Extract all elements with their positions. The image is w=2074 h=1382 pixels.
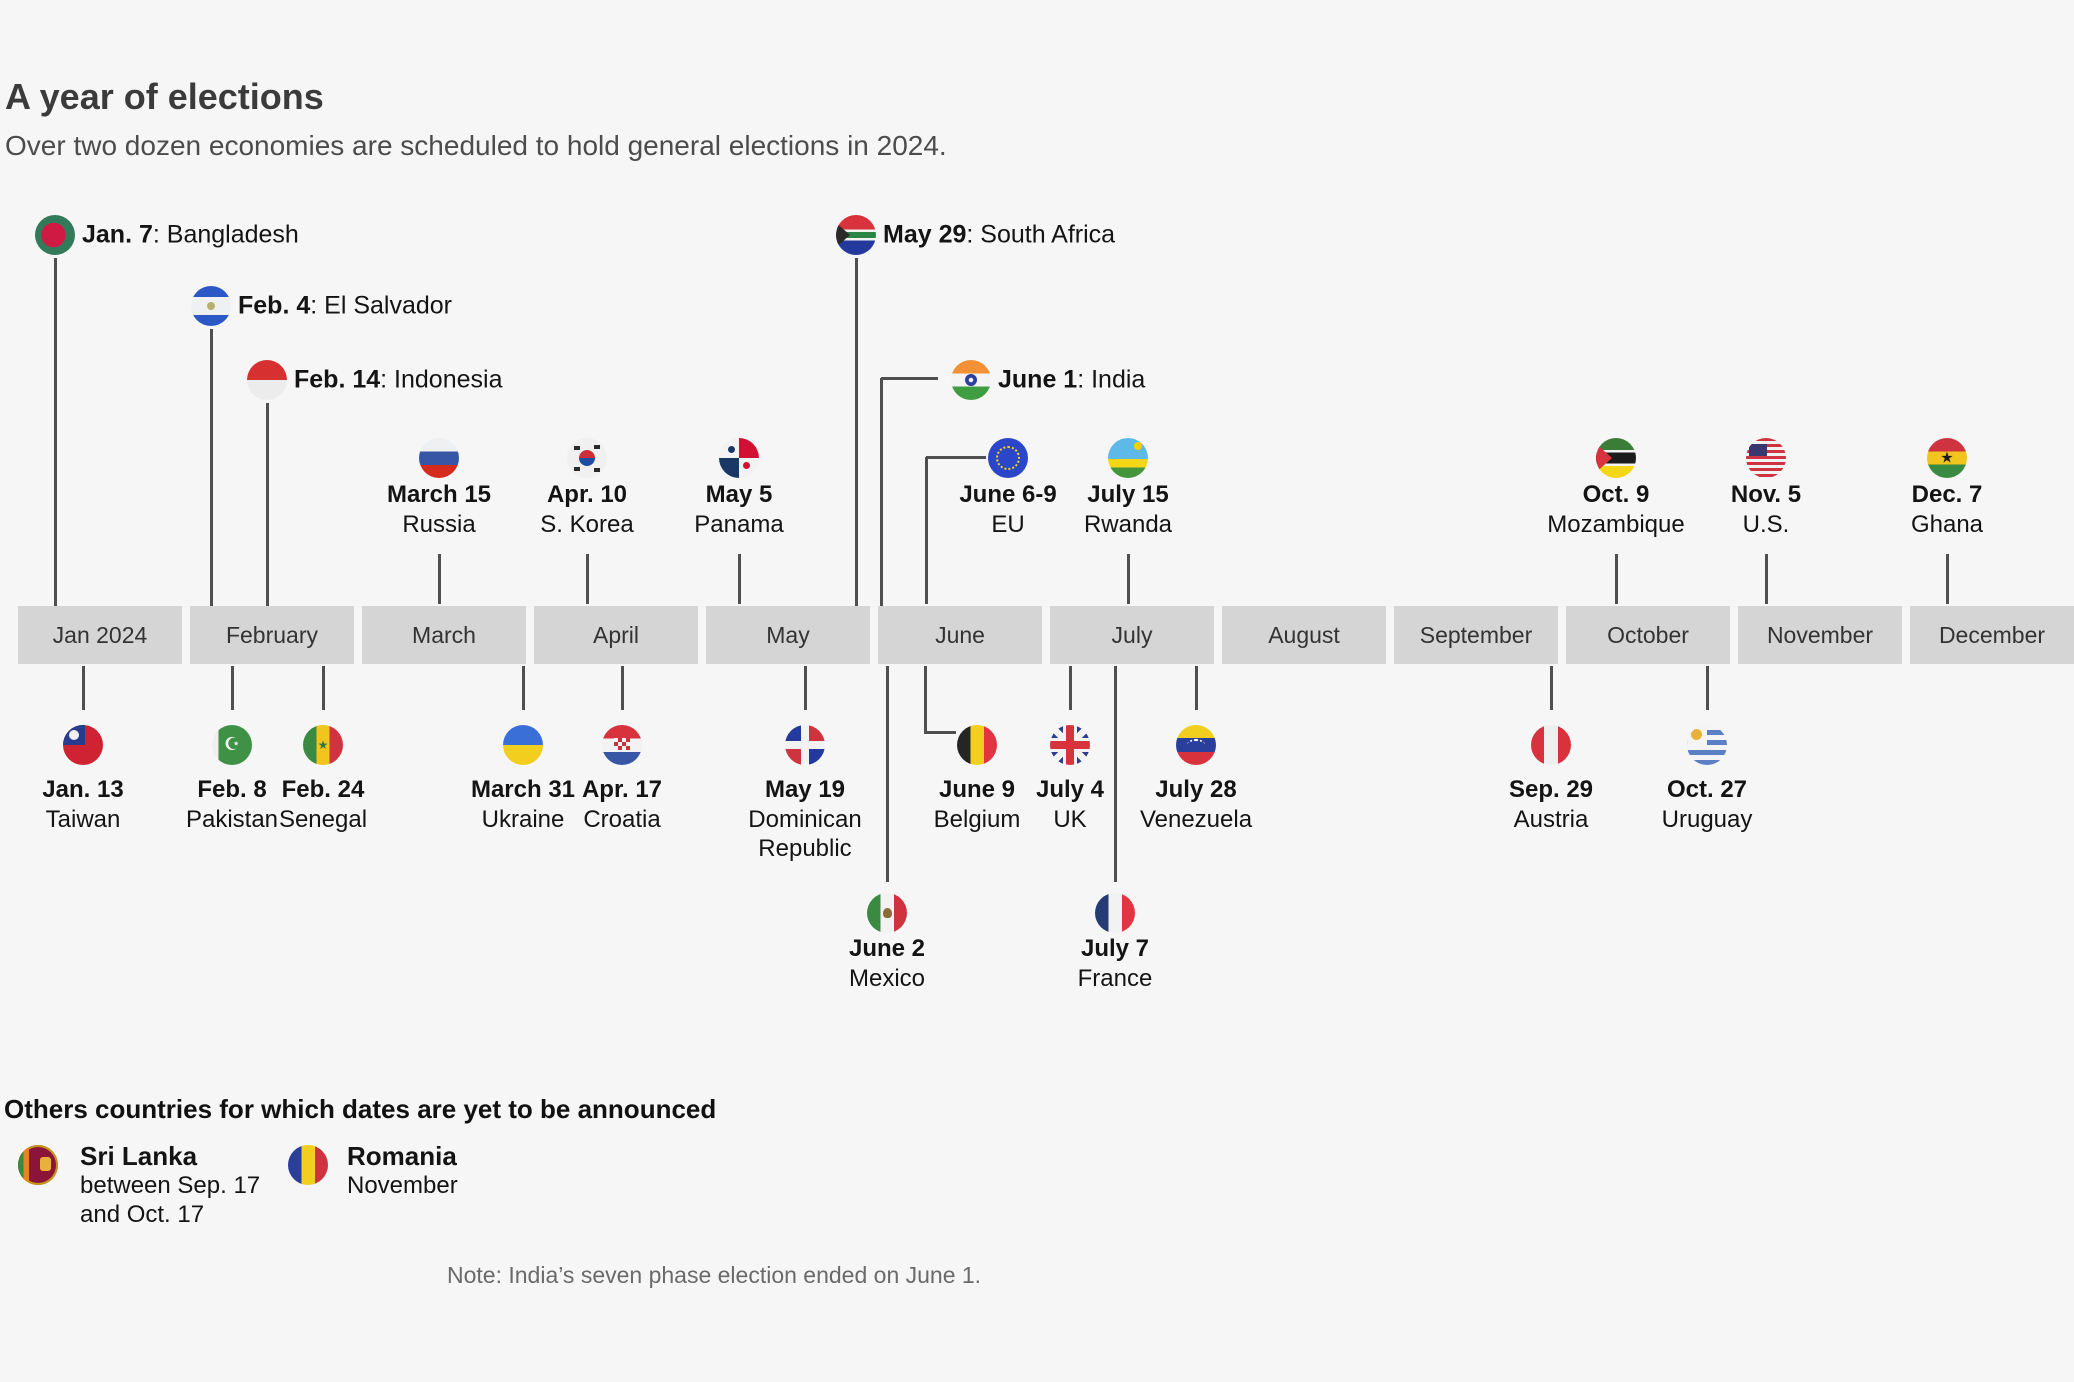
austria-flag-icon [1531, 725, 1571, 765]
other-item-text [347, 1142, 458, 1200]
event-date: Feb. 4 [238, 291, 311, 320]
event-date: July 7 [1080, 935, 1150, 962]
event-country: Croatia [583, 806, 661, 833]
event-country: Belgium [933, 806, 1021, 833]
connector-line [322, 666, 325, 710]
event-country: : Bangladesh [152, 220, 299, 249]
month-box-february: February [190, 606, 354, 664]
connector-line [881, 377, 938, 380]
dominican-republic-flag-icon [785, 725, 825, 765]
others-heading: Others countries for which dates are yet to be announced [4, 1094, 717, 1124]
page-subtitle: Over two dozen economies are scheduled to hold general elections in 2024. [5, 130, 947, 161]
connector-line [886, 666, 889, 882]
month-box-june: June [878, 606, 1042, 664]
event-country: : South Africa [966, 220, 1116, 249]
pakistan-flag-icon [212, 725, 252, 765]
event-date: Sep. 29 [1508, 776, 1594, 803]
event-date: Feb. 8 [197, 776, 267, 803]
india-flag-icon [951, 360, 991, 400]
panama-flag-icon [719, 438, 759, 478]
connector-line [522, 666, 525, 710]
event-date: Feb. 24 [281, 776, 365, 803]
month-box-october: October [1566, 606, 1730, 664]
page-title: A year of elections [5, 76, 324, 117]
event-date: May 19 [764, 776, 846, 803]
connector-line [880, 378, 883, 606]
event-country: : India [1077, 365, 1146, 394]
belgium-flag-icon [957, 725, 997, 765]
taiwan-flag-icon [63, 725, 103, 765]
event-label [238, 292, 452, 321]
footnote: Note: India’s seven phase election ended on June 1. [447, 1262, 982, 1288]
event-date: May 5 [705, 481, 773, 508]
month-box-december: December [1910, 606, 2074, 664]
france-flag-icon [1095, 893, 1135, 933]
other-country-name: Romania [347, 1141, 457, 1171]
event-date: June 9 [938, 776, 1016, 803]
month-box-august: August [1222, 606, 1386, 664]
connector-line [1765, 554, 1768, 604]
month-box-march: March [362, 606, 526, 664]
connector-line [738, 554, 741, 604]
event-date: July 4 [1035, 776, 1105, 803]
event-date: July 15 [1087, 481, 1169, 508]
event-country: EU [991, 511, 1025, 538]
event-date: Jan. 7 [82, 220, 153, 249]
sri-lanka-flag-icon [18, 1145, 58, 1185]
event-date: Apr. 10 [546, 481, 628, 508]
event-date: Nov. 5 [1730, 481, 1802, 508]
rwanda-flag-icon [1108, 438, 1148, 478]
russia-flag-icon [419, 438, 459, 478]
event-country: Venezuela [1139, 806, 1253, 833]
event-country: UK [1053, 806, 1087, 833]
month-box-november: November [1738, 606, 1902, 664]
month-box-april: April [534, 606, 698, 664]
event-country: Russia [402, 511, 476, 538]
event-country: Dominican Republic [748, 806, 862, 862]
event-date: Dec. 7 [1911, 481, 1983, 508]
connector-line [82, 666, 85, 710]
connector-line [855, 258, 858, 606]
event-country: Ghana [1910, 511, 1984, 538]
connector-line [924, 666, 927, 734]
connector-line [438, 554, 441, 604]
connector-line [926, 456, 986, 459]
event-country: : El Salvador [310, 291, 452, 320]
connector-line [1195, 666, 1198, 710]
event-label [82, 221, 299, 250]
event-country: Uruguay [1661, 806, 1753, 833]
mozambique-flag-icon [1596, 438, 1636, 478]
event-date: March 15 [386, 481, 492, 508]
event-date: June 1 [998, 365, 1078, 394]
month-box-jan-2024: Jan 2024 [18, 606, 182, 664]
connector-line [621, 666, 624, 710]
connector-line [1706, 666, 1709, 710]
connector-line [1069, 666, 1072, 710]
uruguay-flag-icon [1687, 725, 1727, 765]
connector-line [1946, 554, 1949, 604]
month-box-may: May [706, 606, 870, 664]
event-label [998, 366, 1145, 395]
event-date: Oct. 27 [1666, 776, 1748, 803]
south-africa-flag-icon [836, 215, 876, 255]
eu-flag-icon [988, 438, 1028, 478]
romania-flag-icon [288, 1145, 328, 1185]
month-box-july: July [1050, 606, 1214, 664]
connector-line [266, 403, 269, 606]
connector-line [210, 329, 213, 606]
event-date: June 2 [848, 935, 926, 962]
event-date: Jan. 13 [42, 776, 124, 803]
senegal-flag-icon [303, 725, 343, 765]
connector-line [586, 554, 589, 604]
connector-line [1615, 554, 1618, 604]
connector-line [1550, 666, 1553, 710]
other-item-text [80, 1142, 260, 1229]
connector-line [54, 258, 57, 606]
ghana-flag-icon [1927, 438, 1967, 478]
event-country: Ukraine [481, 806, 565, 833]
other-country-detail: and Oct. 17 [80, 1201, 205, 1228]
connector-line [1127, 554, 1130, 604]
month-box-september: September [1394, 606, 1558, 664]
uk-flag-icon [1050, 725, 1090, 765]
mexico-flag-icon [867, 893, 907, 933]
croatia-flag-icon [602, 725, 642, 765]
venezuela-flag-icon [1176, 725, 1216, 765]
bangladesh-flag-icon [35, 215, 75, 255]
event-country: : Indonesia [380, 365, 503, 394]
event-label [883, 221, 1115, 250]
connector-line [231, 666, 234, 710]
event-country: Rwanda [1083, 511, 1173, 538]
us-flag-icon [1746, 438, 1786, 478]
event-country: Senegal [278, 806, 368, 833]
event-date: July 28 [1155, 776, 1237, 803]
event-country: S. Korea [540, 511, 634, 538]
event-country: Pakistan [185, 806, 279, 833]
event-date: Feb. 14 [294, 365, 381, 394]
event-country: Mexico [848, 965, 926, 992]
event-date: March 31 [470, 776, 576, 803]
other-country-name: Sri Lanka [80, 1141, 198, 1171]
event-country: France [1077, 965, 1153, 992]
event-country: Mozambique [1547, 511, 1685, 538]
event-date: Oct. 9 [1582, 481, 1650, 508]
event-country: Taiwan [45, 806, 121, 833]
event-country: U.S. [1742, 511, 1790, 538]
el-salvador-flag-icon [191, 286, 231, 326]
ukraine-flag-icon [503, 725, 543, 765]
connector-line [804, 666, 807, 710]
south-korea-flag-icon [567, 438, 607, 478]
other-country-detail: between Sep. 17 [80, 1172, 261, 1199]
event-label [294, 366, 502, 395]
event-date: May 29 [883, 220, 967, 249]
event-country: Austria [1513, 806, 1589, 833]
event-country: Panama [694, 511, 784, 538]
connector-line [1114, 666, 1117, 882]
event-date: Apr. 17 [581, 776, 663, 803]
event-date: June 6-9 [959, 481, 1057, 508]
indonesia-flag-icon [247, 360, 287, 400]
connector-line [925, 731, 956, 734]
other-country-detail: November [347, 1172, 458, 1199]
